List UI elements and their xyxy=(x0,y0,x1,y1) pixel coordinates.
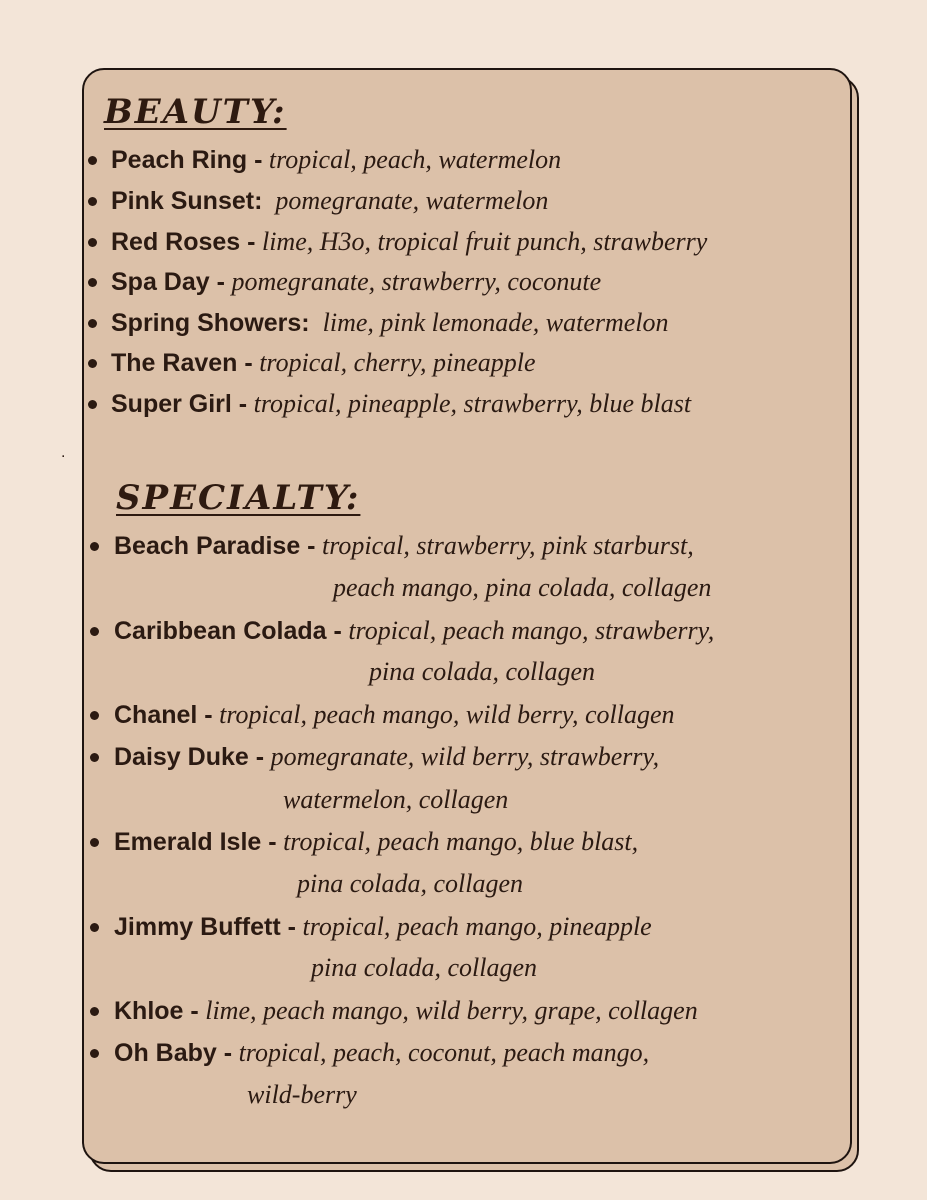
beauty-item xyxy=(88,221,707,263)
drink-flavors-continued: wild-berry xyxy=(247,1080,357,1109)
bullet-icon xyxy=(88,319,97,328)
drink-flavors-continued: peach mango, pina colada, collagen xyxy=(333,573,712,602)
drink-flavors-continued: pina colada, collagen xyxy=(311,953,538,982)
bullet-icon xyxy=(90,923,99,932)
drink-name: Oh Baby - xyxy=(114,1039,233,1067)
beauty-item xyxy=(88,261,601,303)
bullet-icon xyxy=(90,1007,99,1016)
specialty-item xyxy=(90,1032,649,1074)
stray-dot: . xyxy=(61,444,66,461)
bullet-icon xyxy=(88,359,97,368)
specialty-item xyxy=(90,821,638,863)
drink-flavors-continued: watermelon, collagen xyxy=(283,785,509,814)
bullet-icon xyxy=(90,838,99,847)
bullet-icon xyxy=(88,278,97,287)
bullet-icon xyxy=(88,197,97,206)
specialty-item xyxy=(90,694,675,736)
drink-flavors: tropical, peach mango, wild berry, collagen xyxy=(212,700,675,729)
drink-name: Caribbean Colada - xyxy=(114,617,342,645)
drink-flavors: tropical, peach, coconut, peach mango, xyxy=(232,1038,650,1067)
drink-name: The Raven - xyxy=(111,349,253,377)
bullet-icon xyxy=(90,542,99,551)
drink-name: Jimmy Buffett - xyxy=(114,913,296,941)
drink-flavors: lime, peach mango, wild berry, grape, collagen xyxy=(198,996,698,1025)
bullet-icon xyxy=(88,238,97,247)
drink-name: Khloe - xyxy=(114,997,199,1025)
specialty-item xyxy=(90,610,714,652)
drink-flavors: tropical, cherry, pineapple xyxy=(252,348,536,377)
bullet-icon xyxy=(90,711,99,720)
bullet-icon xyxy=(90,753,99,762)
specialty-heading: SPECIALTY: xyxy=(116,478,361,518)
drink-flavors: lime, pink lemonade, watermelon xyxy=(309,308,669,337)
beauty-item xyxy=(88,342,536,384)
bullet-icon xyxy=(88,156,97,165)
specialty-item xyxy=(90,525,694,567)
drink-flavors: lime, H3o, tropical fruit punch, strawberry xyxy=(255,227,708,256)
drink-name: Daisy Duke - xyxy=(114,743,265,771)
beauty-item xyxy=(88,180,548,222)
specialty-item xyxy=(90,990,698,1032)
drink-flavors: tropical, peach mango, strawberry, xyxy=(341,616,715,645)
drink-name: Pink Sunset: xyxy=(111,187,263,215)
drink-flavors: pomegranate, wild berry, strawberry, xyxy=(264,742,660,771)
drink-flavors-continued: pina colada, collagen xyxy=(369,657,596,686)
drink-flavors: tropical, peach mango, pineapple xyxy=(295,912,652,941)
drink-name: Red Roses - xyxy=(111,228,256,256)
drink-flavors: tropical, strawberry, pink starburst, xyxy=(315,531,694,560)
drink-name: Super Girl - xyxy=(111,390,248,418)
drink-flavors: tropical, peach mango, blue blast, xyxy=(276,827,639,856)
drink-name: Beach Paradise - xyxy=(114,532,316,560)
drink-flavors: tropical, pineapple, strawberry, blue blast xyxy=(247,389,692,418)
drink-name: Peach Ring - xyxy=(111,146,263,174)
drink-flavors: pomegranate, watermelon xyxy=(262,186,549,215)
drink-flavors: tropical, peach, watermelon xyxy=(262,145,562,174)
drink-name: Chanel - xyxy=(114,701,213,729)
specialty-item xyxy=(90,906,652,948)
drink-flavors: pomegranate, strawberry, coconute xyxy=(224,267,602,296)
beauty-heading: BEAUTY: xyxy=(104,92,287,132)
bullet-icon xyxy=(88,400,97,409)
specialty-item xyxy=(90,736,659,778)
beauty-item xyxy=(88,139,561,181)
beauty-item xyxy=(88,383,691,425)
beauty-item xyxy=(88,302,669,344)
bullet-icon xyxy=(90,627,99,636)
drink-name: Spa Day - xyxy=(111,268,225,296)
bullet-icon xyxy=(90,1049,99,1058)
drink-name: Emerald Isle - xyxy=(114,828,277,856)
drink-name: Spring Showers: xyxy=(111,309,310,337)
drink-flavors-continued: pina colada, collagen xyxy=(297,869,524,898)
